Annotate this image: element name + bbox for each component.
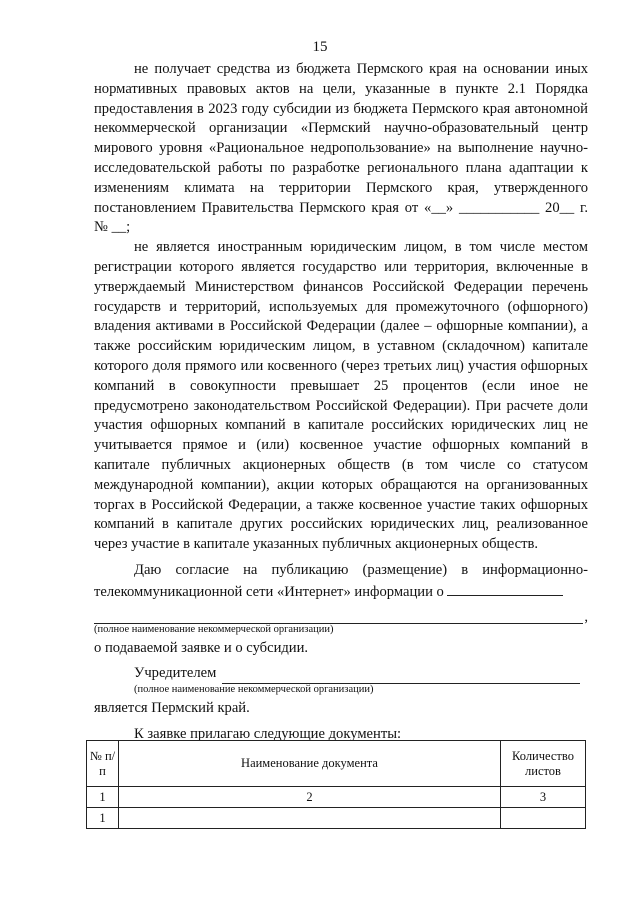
table-header-row bbox=[87, 741, 586, 787]
org-name-blank-1[interactable] bbox=[447, 581, 563, 596]
table-cell: 1 bbox=[87, 808, 119, 829]
org-name-line: , bbox=[94, 607, 588, 624]
founder-end: является Пермский край. bbox=[94, 700, 250, 717]
header-sheet-count: Количество листов bbox=[501, 741, 586, 787]
consent-line bbox=[94, 561, 588, 603]
table-row bbox=[87, 787, 586, 808]
caption-org-1: (полное наименование некоммерческой организации) bbox=[94, 623, 334, 635]
caption-org-2: (полное наименование некоммерческой организации) bbox=[134, 684, 374, 696]
attach-text: К заявке прилагаю следующие документы: bbox=[134, 725, 402, 742]
table-row bbox=[87, 808, 586, 829]
page-number: 15 bbox=[312, 39, 328, 55]
paragraph-budget: не получает средства из бюджета Пермского края на основании иных нормативных правовых актов на цели, указанные в пункте 2.1 Порядка предоставления в 2023 году субсидии из бюджета Пермского края автономной некоммерческой организации «Пермский научно-образовательный центр мирового уровня «Рациональное недропользование» на выполнение научно-исследовательской работы по разработке регионального плана адаптации к изменениям климата на территории Пермского края, утвержденного постановлением Правительства Пермского края от «__» ___________ 20__ г. № __; bbox=[94, 61, 588, 236]
table-cell: 3 bbox=[501, 787, 586, 808]
about-application: о подаваемой заявке и о субсидии. bbox=[94, 639, 309, 656]
founder-blank[interactable] bbox=[222, 668, 580, 684]
table-cell[interactable] bbox=[501, 808, 586, 829]
header-number: № п/п bbox=[87, 741, 119, 787]
paragraph-offshore: не является иностранным юридическим лицом, в том числе местом регистрации которого является государство или территория, включенные в утверждаемый Министерством финансов Российской Федерации перечень государств и территорий, используемых для промежуточного (офшорного) владения активами в Российской Федерации (далее – офшорные компании), а также российским юридическим лицом, в уставном (складочном) капитале которого доля прямого или косвенного (через третьих лиц) участия офшорных компаний в совокупности превышает 25 процентов (если иное не предусмотрено законодательством Российской Федерации). При расчете доли участия офшорных компаний в капитале российских юридических лиц не учитывается прямое и (или) косвенное участие офшорных компаний в капитале публичных акционерных обществ (в том числе со статусом международной компании), акции которых обращаются на организованных торгах в Российской Федерации, а также косвенное участие таких офшорных компаний в капитале других российских юридических лиц, реализованное через участие в капитале указанных публичных акционерных обществ. bbox=[94, 239, 588, 553]
consent-text: Даю согласие на публикацию (размещение) в информационно-телекоммуникационной сети «Интернет» информации о bbox=[94, 561, 588, 600]
documents-table bbox=[86, 740, 586, 829]
table-cell[interactable] bbox=[119, 808, 501, 829]
org-name-blank-2[interactable] bbox=[94, 607, 583, 624]
founder-line bbox=[94, 664, 588, 684]
founder-label: Учредителем bbox=[134, 665, 217, 682]
table-cell: 1 bbox=[87, 787, 119, 808]
table-cell: 2 bbox=[119, 787, 501, 808]
header-document-name: Наименование документа bbox=[119, 741, 501, 787]
document-body bbox=[94, 60, 588, 745]
